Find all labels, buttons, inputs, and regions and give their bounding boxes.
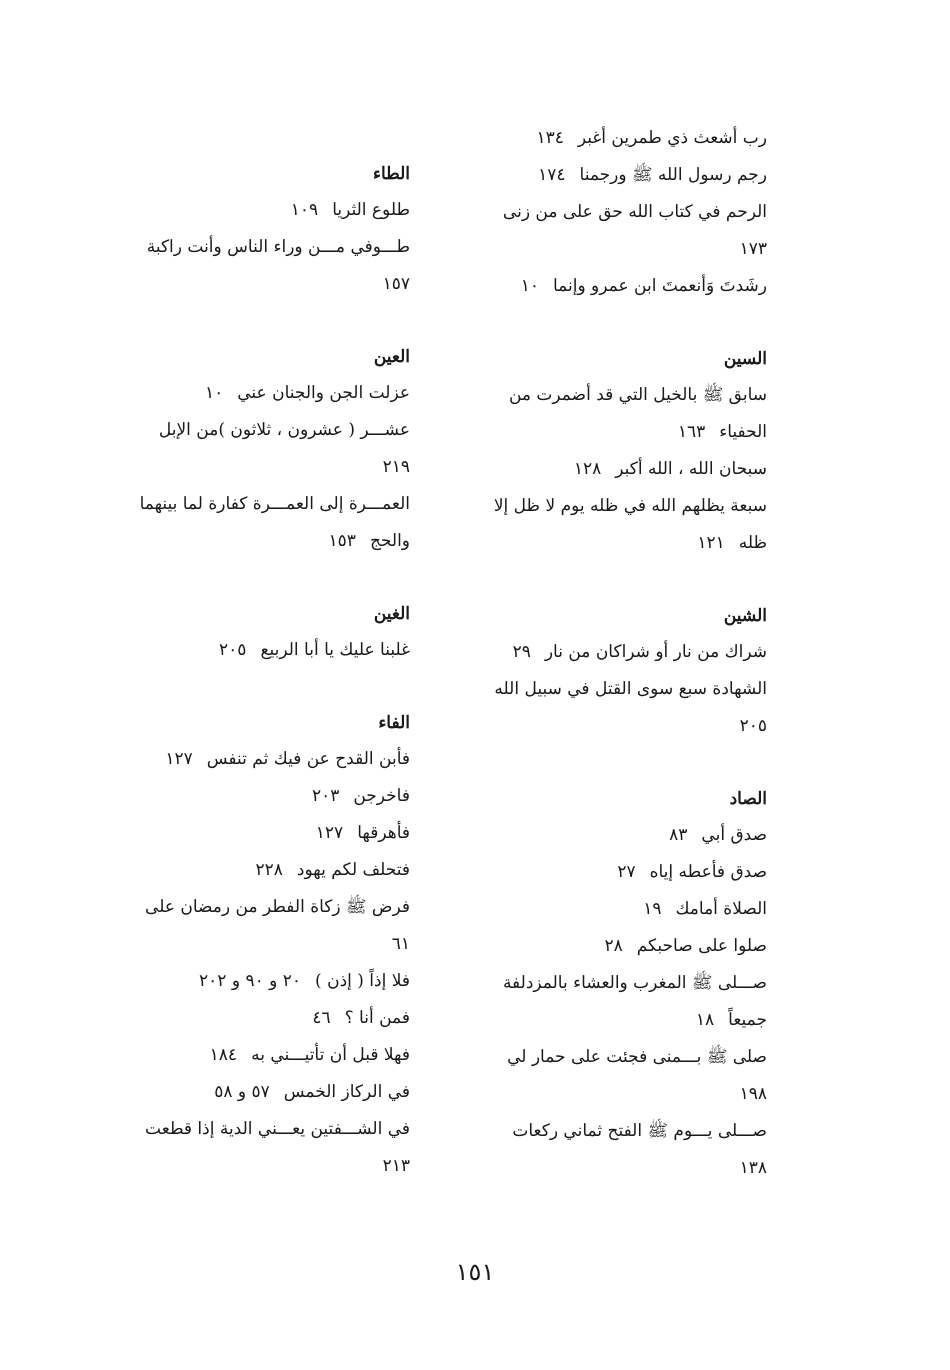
entry-line — [135, 889, 410, 926]
index-section — [497, 120, 767, 305]
page-reference: ٢٠ و ٩٠ و ٢٠٢ — [199, 971, 302, 991]
entry-text: فرض ﷺ زكاة الفطر من رمضان على — [145, 897, 410, 917]
page-reference: ١٢١ — [697, 533, 725, 553]
right-column — [493, 120, 767, 1223]
entry-text: رشَدتَ وَأنعمتَ ابن عمرو وإنما — [552, 276, 767, 296]
index-entry — [497, 194, 767, 268]
index-entry — [135, 741, 410, 778]
entry-line — [497, 1002, 767, 1039]
entry-line — [497, 1150, 767, 1187]
entry-line — [135, 486, 410, 523]
index-entry — [135, 852, 410, 889]
entry-line — [135, 815, 410, 852]
index-section — [135, 596, 410, 669]
index-entry — [135, 375, 410, 412]
entry-line — [497, 157, 767, 194]
entry-text: رب أشعث ذي طمرين أغبر — [577, 128, 767, 148]
entry-text: صـــلى ﷺ المغرب والعشاء بالمزدلفة — [502, 973, 767, 993]
page-reference: ٢٠٥ — [739, 716, 767, 736]
page-reference: ١٣٨ — [739, 1158, 767, 1178]
entry-text: في الشـــفتين يعـــني الدية إذا قطعت — [145, 1119, 410, 1139]
index-entry — [497, 854, 767, 891]
page-reference: ٢٠٣ — [311, 786, 340, 806]
index-entry — [135, 963, 410, 1000]
index-entry — [135, 778, 410, 815]
entry-text: فمن أنا ؟ — [344, 1008, 410, 1028]
entry-text: فلا إذاً ( إذن ) — [315, 971, 410, 991]
index-entry — [497, 157, 767, 194]
entry-line — [497, 377, 767, 414]
entry-text: الحفياء — [719, 422, 767, 442]
entry-text: فأهرقها — [357, 823, 410, 843]
page-reference: ١٢٧ — [165, 749, 193, 769]
section-heading: الفاء — [378, 713, 410, 733]
page-reference: ١٨٤ — [209, 1045, 238, 1065]
entry-line — [135, 523, 410, 560]
page-reference: ١٠٩ — [290, 200, 319, 220]
entry-line — [135, 375, 410, 412]
index-entry — [494, 671, 767, 745]
entry-line — [497, 928, 767, 965]
entry-line — [135, 852, 410, 889]
entry-text: الرحم في كتاب الله حق على من زنى — [502, 202, 767, 222]
page-reference: ٢٩ — [512, 642, 531, 662]
section-heading: الصاد — [729, 789, 767, 809]
page-reference: ١٢٧ — [315, 823, 344, 843]
index-entry — [497, 268, 767, 305]
section-heading: الطاء — [372, 164, 410, 184]
left-column — [135, 120, 410, 1221]
entry-text: فاخرجن — [353, 786, 410, 806]
index-entry — [135, 192, 410, 229]
section-heading: الشين — [723, 606, 767, 626]
entry-text: العمـــرة إلى العمـــرة كفارة لما بينهما — [139, 494, 410, 514]
entry-text: الصلاة أمامك — [675, 899, 767, 919]
page-reference: ٢١٩ — [382, 457, 410, 477]
page-reference: ١٢٨ — [573, 459, 602, 479]
page-reference: ١٦٣ — [677, 422, 706, 442]
index-entry — [497, 451, 767, 488]
page-reference: ٢١٣ — [382, 1156, 410, 1176]
entry-text: الشهادة سبع سوى القتل في سبيل الله — [494, 679, 767, 699]
entry-line — [494, 671, 767, 708]
entry-line — [497, 891, 767, 928]
section-heading: السين — [723, 349, 767, 369]
entry-text: عزلت الجن والجنان عني — [237, 383, 410, 403]
page-reference: ٨٣ — [669, 825, 688, 845]
index-entry — [497, 965, 767, 1039]
entry-line — [497, 414, 767, 451]
entry-line — [135, 926, 410, 963]
entry-line — [135, 266, 410, 303]
entry-line — [497, 1113, 767, 1150]
entry-line — [497, 268, 767, 305]
index-entry — [135, 815, 410, 852]
entry-line — [497, 1039, 767, 1076]
index-entry — [493, 488, 767, 562]
index-entry — [135, 1074, 410, 1111]
index-entry — [497, 891, 767, 928]
entry-line — [135, 192, 410, 229]
page-reference: ٢٨ — [604, 936, 623, 956]
page-reference: ٤٦ — [312, 1008, 331, 1028]
section-heading: العين — [373, 347, 410, 367]
entry-text: صلوا على صاحبكم — [636, 936, 767, 956]
entry-line — [497, 194, 767, 231]
section-heading: الغين — [373, 604, 410, 624]
page-reference: ١٠ — [204, 383, 224, 403]
entry-line — [497, 1076, 767, 1113]
entry-line — [135, 1148, 410, 1185]
page-reference: ١٥٧ — [382, 274, 410, 294]
index-entry — [497, 377, 767, 451]
entry-text: عشـــر ( عشرون ، ثلاثون )من الإبل — [158, 420, 410, 440]
entry-line — [497, 451, 767, 488]
page-number: ١٥١ — [455, 1258, 495, 1286]
entry-text: صـــلى يـــوم ﷺ الفتح ثماني ركعات — [512, 1121, 767, 1141]
entry-line — [497, 854, 767, 891]
index-entry — [497, 1113, 767, 1187]
entry-text: شراك من نار أو شراكان من نار — [544, 642, 767, 662]
entry-text: طـــوفي مـــن وراء الناس وأنت راكبة — [146, 237, 410, 257]
page-reference: ٢٧ — [617, 862, 636, 882]
entry-text: طلوع الثريا — [332, 200, 410, 220]
entry-line — [497, 708, 767, 745]
index-entry — [135, 229, 410, 303]
entry-text: سبعة يظلهم الله في ظله يوم لا ظل إلا — [493, 496, 767, 516]
entry-line — [135, 632, 410, 669]
entry-text: فأبن القدح عن فيك ثم تنفس — [206, 749, 410, 769]
index-entry — [497, 120, 767, 157]
index-entry — [497, 817, 767, 854]
page-reference: ٥٧ و ٥٨ — [214, 1082, 270, 1102]
entry-text: سابق ﷺ بالخيل التي قد أضمرت من — [508, 385, 767, 405]
entry-line — [135, 449, 410, 486]
index-entry — [135, 1111, 410, 1185]
entry-text: ظله — [738, 533, 767, 553]
index-section — [497, 781, 767, 1187]
index-entry — [135, 412, 410, 486]
index-section — [135, 705, 410, 1185]
index-entry — [135, 632, 410, 669]
entry-text: فهلا قبل أن تأتيـــني به — [251, 1045, 410, 1065]
page-reference: ٢٠٥ — [219, 640, 247, 660]
entry-line — [135, 778, 410, 815]
page-reference: ١٣٤ — [536, 128, 564, 148]
entry-line — [135, 1037, 410, 1074]
entry-line — [135, 229, 410, 266]
index-entry — [497, 1039, 767, 1113]
page-reference: ٦١ — [391, 934, 410, 954]
index-section — [135, 339, 410, 560]
entry-line — [493, 488, 767, 525]
entry-text: رجم رسول الله ﷺ ورجمنا — [579, 165, 767, 185]
index-entry — [497, 634, 767, 671]
entry-text: والحج — [369, 531, 410, 551]
entry-line — [135, 741, 410, 778]
entry-line — [497, 634, 767, 671]
page-reference: ١٧٣ — [739, 239, 767, 259]
page-reference: ١٩ — [643, 899, 662, 919]
entry-text: صلى ﷺ بـــمنى فجئت على حمار لي — [507, 1047, 767, 1067]
entry-line — [135, 963, 410, 1000]
entry-line — [135, 1000, 410, 1037]
entry-line — [135, 1074, 410, 1111]
entry-line — [497, 525, 767, 562]
page-reference: ١٨ — [695, 1010, 715, 1030]
index-entry — [135, 1000, 410, 1037]
index-entry — [135, 1037, 410, 1074]
entry-line — [497, 817, 767, 854]
index-section — [135, 156, 410, 303]
entry-text: جميعاً — [728, 1010, 767, 1030]
index-section — [494, 598, 767, 745]
entry-text: في الركاز الخمس — [283, 1082, 410, 1102]
entry-line — [497, 231, 767, 268]
index-entry — [135, 889, 410, 963]
page-reference: ١٧٤ — [538, 165, 566, 185]
page-reference: ٢٢٨ — [255, 860, 283, 880]
index-entry — [497, 928, 767, 965]
entry-line — [135, 1111, 410, 1148]
page-reference: ١٠ — [520, 276, 539, 296]
index-entry — [135, 486, 410, 560]
entry-line — [135, 412, 410, 449]
entry-line — [497, 120, 767, 157]
entry-text: غلبنا عليك يا أبا الربيع — [260, 640, 410, 660]
entry-line — [497, 965, 767, 1002]
index-section — [493, 341, 767, 562]
entry-text: سبحان الله ، الله أكبر — [615, 459, 767, 479]
entry-text: فتحلف لكم يهود — [296, 860, 410, 880]
page-reference: ١٥٣ — [328, 531, 356, 551]
entry-text: صدق أبي — [701, 825, 767, 845]
page-reference: ١٩٨ — [739, 1084, 767, 1104]
entry-text: صدق فأعطه إياه — [649, 862, 767, 882]
